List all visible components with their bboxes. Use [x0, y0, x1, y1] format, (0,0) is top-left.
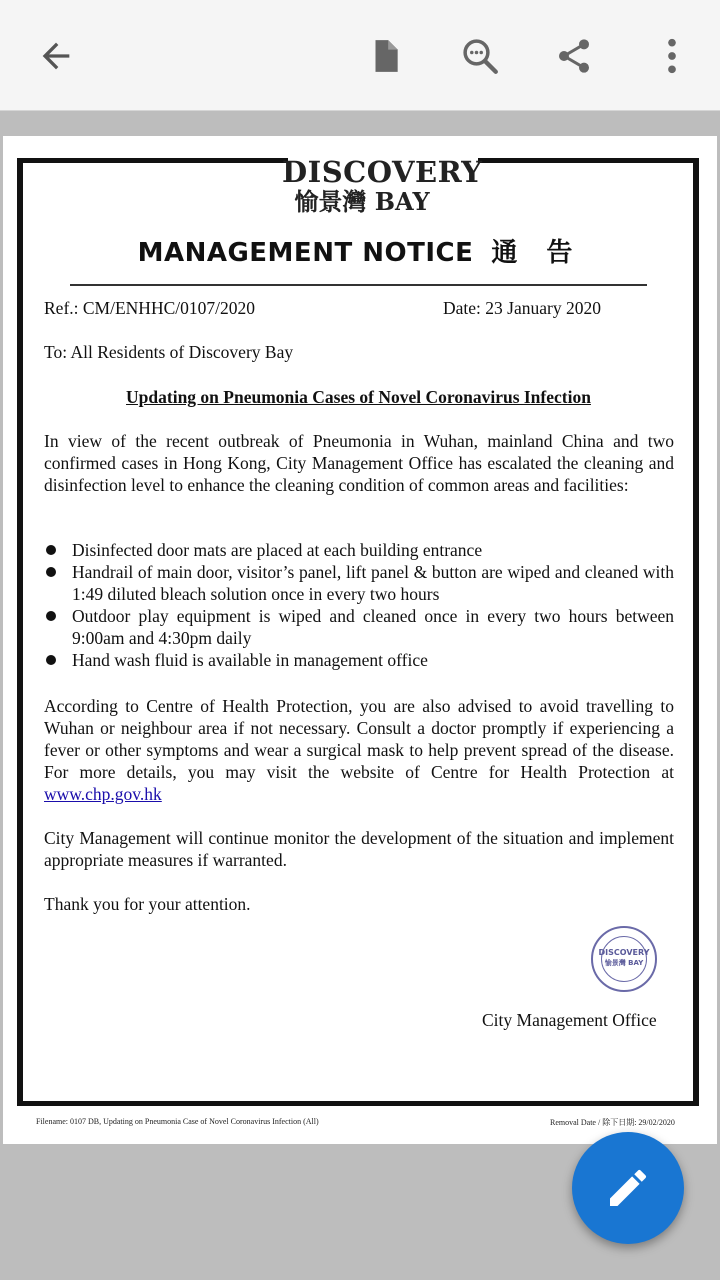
addressee: To: All Residents of Discovery Bay — [44, 342, 294, 362]
share-button[interactable] — [548, 30, 600, 82]
paragraph-advice — [44, 695, 674, 805]
paragraph-advice-text: According to Centre of Health Protection, you are also advised to avoid travelling to Wuhan or neighbour area if not necessary. Consult a doctor promptly if experiencing a fever or other symptoms and wear a surgical mask to help prevent spread of the disease. For more details, you may visit the website of Centre for Health Protection at — [44, 696, 674, 782]
more-options-button[interactable] — [646, 30, 698, 82]
more-vert-icon — [662, 36, 682, 76]
thank-you-text: Thank you for your attention. — [44, 894, 251, 914]
top-app-bar — [0, 0, 720, 111]
edit-fab[interactable] — [572, 1132, 684, 1244]
list-item: Handrail of main door, visitor’s panel, lift panel & button are wiped and cleaned with 1:49 diluted bleach solution once in every two hours — [44, 561, 674, 605]
discovery-bay-logo — [282, 155, 483, 216]
back-arrow-icon — [36, 36, 76, 76]
reference-number: Ref.: CM/ENHHC/0107/2020 — [44, 298, 255, 318]
title-rule — [70, 284, 647, 286]
document-button[interactable] — [359, 30, 411, 82]
notice-title-cn: 通 告 — [491, 238, 583, 268]
measures-list — [44, 539, 674, 671]
company-stamp — [591, 926, 657, 992]
footer-removal-date: Removal Date / 除下日期: 29/02/2020 — [550, 1118, 675, 1127]
logo-line1: DISCOVERY — [282, 155, 483, 189]
chp-website-link[interactable]: www.chp.gov.hk — [44, 784, 162, 804]
paragraph-intro: In view of the recent outbreak of Pneumonia in Wuhan, mainland China and two confirmed cases in Hong Kong, City Management Office has escalated the cleaning and disinfection level to enhance the cleaning condition of common areas and facilities: — [44, 431, 674, 495]
logo-line2: 愉景灣 BAY — [294, 187, 430, 216]
zoom-search-icon — [459, 35, 501, 77]
share-icon — [554, 36, 594, 76]
notice-title — [0, 232, 720, 269]
stamp-line1: DISCOVERY — [598, 948, 650, 957]
footer-filename: Filename: 0107 DB, Updating on Pneumonia Case of Novel Coronavirus Infection (All) — [36, 1117, 319, 1126]
signature-office: City Management Office — [482, 1010, 657, 1030]
list-item: Hand wash fluid is available in management office — [44, 649, 674, 671]
notice-date: Date: 23 January 2020 — [443, 298, 601, 318]
back-button[interactable] — [30, 30, 82, 82]
notice-title-en: MANAGEMENT NOTICE — [137, 238, 474, 268]
document-icon — [366, 35, 404, 77]
paragraph-monitor: City Management will continue monitor the development of the situation and implement appropriate measures if warranted. — [44, 828, 674, 870]
stamp-line2: 愉景灣 BAY — [604, 959, 644, 967]
edit-pencil-icon — [604, 1164, 652, 1212]
notice-subject: Updating on Pneumonia Cases of Novel Coronavirus Infection — [126, 387, 591, 407]
find-in-page-button[interactable] — [454, 30, 506, 82]
list-item: Outdoor play equipment is wiped and cleaned once in every two hours between 9:00am and 4:30pm daily — [44, 605, 674, 649]
list-item: Disinfected door mats are placed at each building entrance — [44, 539, 674, 561]
